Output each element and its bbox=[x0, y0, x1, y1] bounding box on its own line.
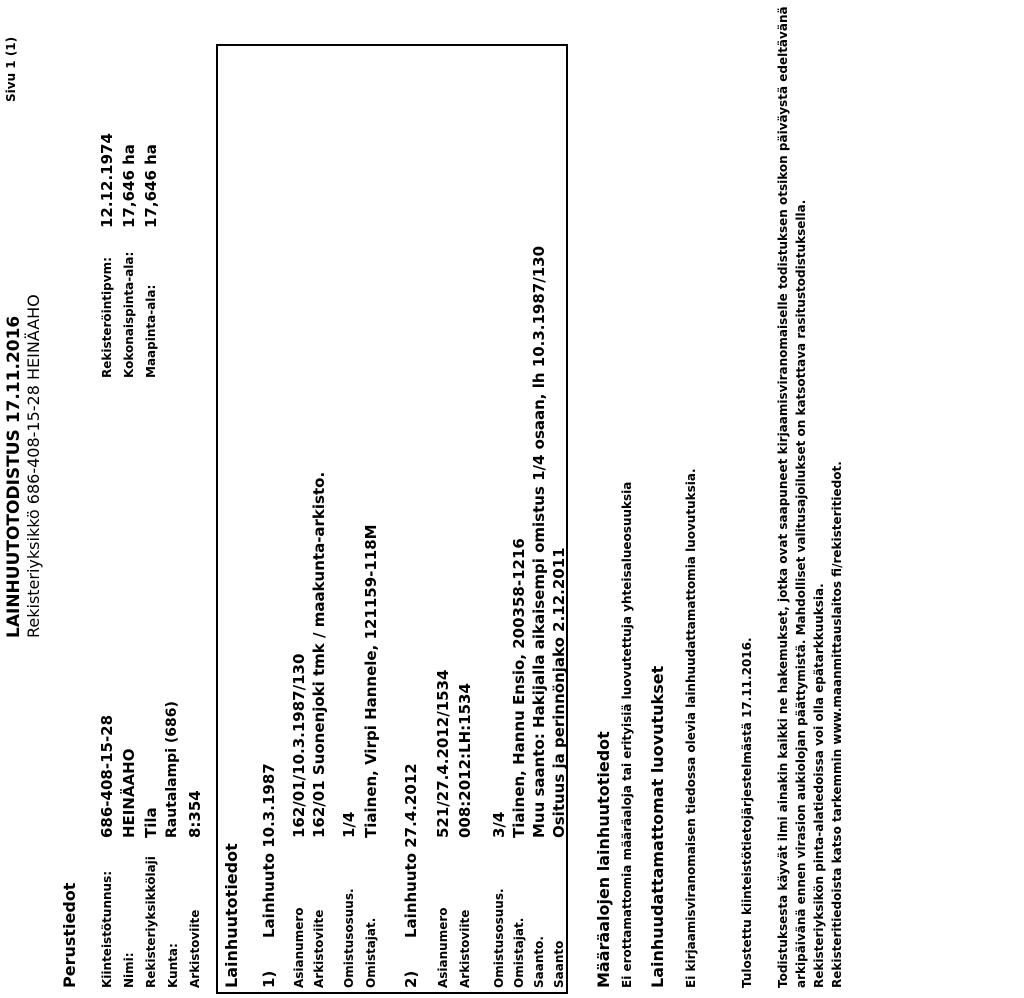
field-value: 162/01/10.3.1987/130 bbox=[290, 653, 308, 838]
entry-title: Lainhuuto 27.4.2012 bbox=[402, 763, 420, 938]
field-value: 686-408-15-28 bbox=[98, 714, 116, 838]
field-label: Asianumero bbox=[436, 907, 450, 988]
footer-line: Rekisteriyksikön pinta-alatiedoissa voi olla epätarkkuuksia. bbox=[812, 583, 826, 988]
field-label: Asianumero bbox=[292, 907, 306, 988]
field-label: Nimi: bbox=[122, 952, 136, 988]
field-value: Osituus ja perinnönjako 2.12.2011 bbox=[550, 547, 568, 838]
field-value: HEINÄAHO bbox=[120, 748, 138, 838]
document-title: LAINHUUTOTODISTUS 17.11.2016 bbox=[4, 315, 24, 638]
field-label: Omistajat. bbox=[512, 917, 526, 988]
field-value: Tiainen, Hannu Ensio, 200358-1216 bbox=[510, 538, 528, 838]
section-text: Ei kirjaamisviranomaisen tiedossa olevia lainhuudattamattomia luovutuksia. bbox=[684, 468, 698, 988]
field-label: Arkistoviite bbox=[188, 909, 202, 988]
field-value: 521/27.4.2012/1534 bbox=[434, 669, 452, 838]
field-value: 17,646 ha bbox=[120, 144, 138, 228]
field-value: 008:2012:LH:1534 bbox=[456, 683, 474, 838]
field-value: 1/4 bbox=[340, 811, 358, 838]
entry-number: 1) bbox=[260, 970, 278, 988]
field-value: Muu saanto: Hakijalla aikaisempi omistus 1/4 osaan, lh 10.3.1987/130 bbox=[530, 245, 548, 838]
field-value: 162/01 Suonenjoki tmk / maakunta-arkisto. bbox=[310, 471, 328, 838]
field-value: Rautalampi (686) bbox=[164, 701, 180, 838]
field-label: Rekisteriyksikkölaji bbox=[144, 856, 158, 988]
field-value: 8:354 bbox=[186, 790, 204, 838]
field-value: Tila bbox=[142, 807, 160, 838]
field-label: Omistusosuus. bbox=[492, 888, 506, 988]
field-label: Saanto. bbox=[532, 936, 546, 988]
field-value: 17,646 ha bbox=[142, 144, 160, 228]
field-label: Arkistoviite bbox=[458, 909, 472, 988]
field-label: Saanto bbox=[552, 940, 566, 988]
field-label: Maapinta-ala: bbox=[144, 284, 158, 378]
footer-line: arkipäivänä ennen virasion aukiolojan päättymistä. Mahdolliset valitusajoilukset on katsottava rasitustodistuksella. bbox=[794, 199, 808, 988]
section-heading-perustiedot: Perustiedot bbox=[60, 882, 79, 988]
field-label: Omistusosuus. bbox=[342, 888, 356, 988]
section-heading-maaraalat: Määräalojen lainhuutotiedot bbox=[594, 731, 613, 988]
footer-line: Tulostettu kiinteistötietojärjestelmästä 17.11.2016. bbox=[740, 637, 754, 988]
field-label: Rekisteröintipvm: bbox=[100, 257, 114, 378]
field-value: 3/4 bbox=[490, 811, 508, 838]
section-heading-lainhuutotiedot: Lainhuutotiedot bbox=[222, 843, 241, 988]
page-number: Sivu 1 (1) bbox=[4, 36, 18, 102]
field-label: Omistajat. bbox=[364, 917, 378, 988]
footer-line: Todistuksesta käyvät ilmi ainakin kaikki ne hakemukset, jotka ovat saapuneet kirjaamisviranomaiselle todistuksen otsikon päiväystä edeltävänä bbox=[776, 6, 790, 988]
document-subtitle: Rekisteriyksikkö 686-408-15-28 HEINÄAHO bbox=[24, 294, 43, 638]
section-heading-luovutukset: Lainhuudattamattomat luovutukset bbox=[648, 665, 667, 988]
field-label: Kiinteistötunnus: bbox=[100, 870, 114, 988]
entry-title: Lainhuuto 10.3.1987 bbox=[260, 763, 278, 938]
field-label: Arkistoviite bbox=[312, 909, 326, 988]
footer-line: Rekisteritiedoista katso tarkemmin www.maanmittauslaitos fi/rekisteritiedot. bbox=[830, 461, 844, 988]
field-value: 12.12.1974 bbox=[98, 133, 116, 228]
section-text: Ei erottamattomia määräaloja tai erityisiä luovutettuja yhteisalueosuuksia bbox=[620, 481, 634, 988]
field-label: Kokonaispinta-ala: bbox=[122, 251, 136, 378]
entry-number: 2) bbox=[402, 970, 420, 988]
field-label: Kunta: bbox=[166, 943, 180, 988]
field-value: Tiainen, Virpi Hannele, 121159-118M bbox=[362, 524, 380, 838]
